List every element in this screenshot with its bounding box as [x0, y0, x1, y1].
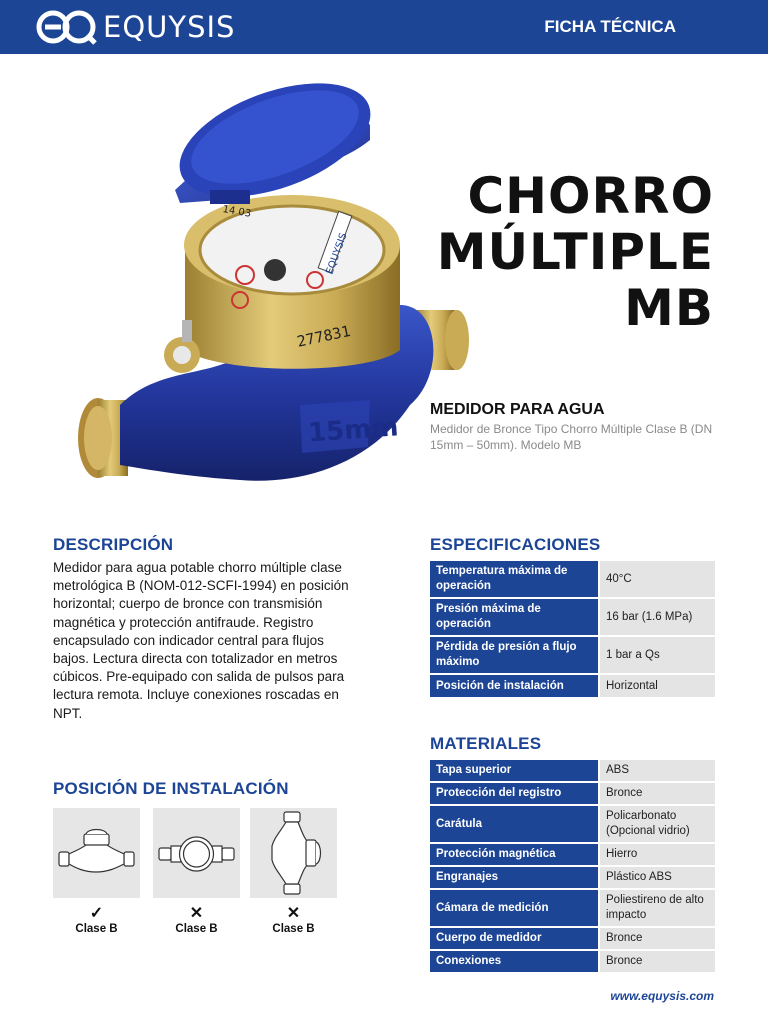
table-row	[430, 867, 715, 890]
table-row	[430, 890, 715, 928]
table-row	[430, 760, 715, 783]
position-card-top	[153, 808, 240, 898]
material-key: Protección del registro	[430, 783, 600, 806]
material-value: Poliestireno de alto impacto	[600, 890, 715, 928]
meter-vertical-icon	[250, 808, 337, 898]
spec-key: Pérdida de presión a flujo máximo	[430, 637, 600, 675]
spec-value: 16 bar (1.6 MPa)	[600, 599, 715, 637]
cross-mark-icon: ✕	[286, 905, 301, 922]
material-value: Bronce	[600, 951, 715, 974]
product-title	[437, 168, 714, 336]
spec-key: Temperatura máxima de operación	[430, 561, 600, 599]
material-key: Carátula	[430, 806, 600, 844]
table-row	[430, 806, 715, 844]
spec-value: Horizontal	[600, 675, 715, 699]
cap-number-text: 14 03	[221, 203, 252, 220]
ficha-tecnica-label: FICHA TÉCNICA	[544, 17, 676, 36]
descripcion-heading: DESCRIPCIÓN	[53, 535, 174, 554]
svg-text:15mm: 15mm	[307, 412, 400, 449]
cross-mark-icon: ✕	[189, 905, 204, 922]
brand-name: EQUYSIS	[103, 10, 236, 44]
material-value: Hierro	[600, 844, 715, 867]
subtitle-text: Medidor de Bronce Tipo Chorro Múltiple Clase B (DN 15mm – 50mm). Modelo MB	[430, 422, 713, 452]
table-row	[430, 928, 715, 951]
title-line: CHORRO	[467, 167, 714, 225]
spec-value: 1 bar a Qs	[600, 637, 715, 675]
posicion-heading: POSICIÓN DE INSTALACIÓN	[53, 779, 289, 798]
material-value: Bronce	[600, 928, 715, 951]
dial-brand-text: EQUYSIS	[324, 231, 350, 277]
serial-number-text: 277831	[295, 321, 353, 351]
table-row	[430, 783, 715, 806]
meter-top-view-icon	[153, 808, 240, 898]
position-label: Clase B	[75, 923, 118, 935]
material-value: ABS	[600, 760, 715, 783]
table-row	[430, 951, 715, 974]
meter-horizontal-side-icon	[53, 808, 140, 898]
position-label: Clase B	[175, 923, 218, 935]
material-key: Engranajes	[430, 867, 600, 890]
title-line: MB	[624, 279, 714, 337]
website-link[interactable]: www.equysis.com	[610, 989, 714, 1003]
material-value: Plástico ABS	[600, 867, 715, 890]
position-card-vertical	[250, 808, 337, 898]
material-key: Cámara de medición	[430, 890, 600, 928]
table-row	[430, 561, 715, 599]
spec-key: Posición de instalación	[430, 675, 600, 699]
table-row	[430, 675, 715, 699]
material-key: Cuerpo de medidor	[430, 928, 600, 951]
materiales-heading: MATERIALES	[430, 734, 542, 753]
material-key: Tapa superior	[430, 760, 600, 783]
descripcion-text: Medidor para agua potable chorro múltiple clase metrológica B (NOM-012-SCFI-1994) en posición horizontal; cuerpo de bronce con transmisión magnética y protección antifraude. Registro encapsulado con indicador central para flujos bajos. Lectura directa con totalizador en metros cúbicos. Pre-equipado con salida de pulsos para lectura remota. Incluye conexiones roscadas en NPT.	[53, 560, 349, 721]
water-meter-image	[70, 75, 470, 495]
especificaciones-heading: ESPECIFICACIONES	[430, 535, 601, 554]
material-value: Policarbonato (Opcional vidrio)	[600, 806, 715, 844]
position-card-horizontal	[53, 808, 140, 898]
spec-key: Presión máxima de operación	[430, 599, 600, 637]
subtitle-heading: MEDIDOR PARA AGUA	[430, 401, 605, 418]
header-bar	[0, 0, 768, 54]
check-mark-icon: ✓	[89, 905, 104, 922]
material-key: Protección magnética	[430, 844, 600, 867]
table-row	[430, 599, 715, 637]
table-row	[430, 637, 715, 675]
material-value: Bronce	[600, 783, 715, 806]
table-row	[430, 844, 715, 867]
materiales-table	[430, 760, 715, 974]
material-key: Conexiones	[430, 951, 600, 974]
equysis-logo	[35, 9, 235, 45]
spec-value: 40°C	[600, 561, 715, 599]
equysis-logo-icon	[35, 9, 97, 45]
position-label: Clase B	[272, 923, 315, 935]
especificaciones-table	[430, 561, 715, 699]
title-line: MÚLTIPLE	[436, 223, 714, 281]
